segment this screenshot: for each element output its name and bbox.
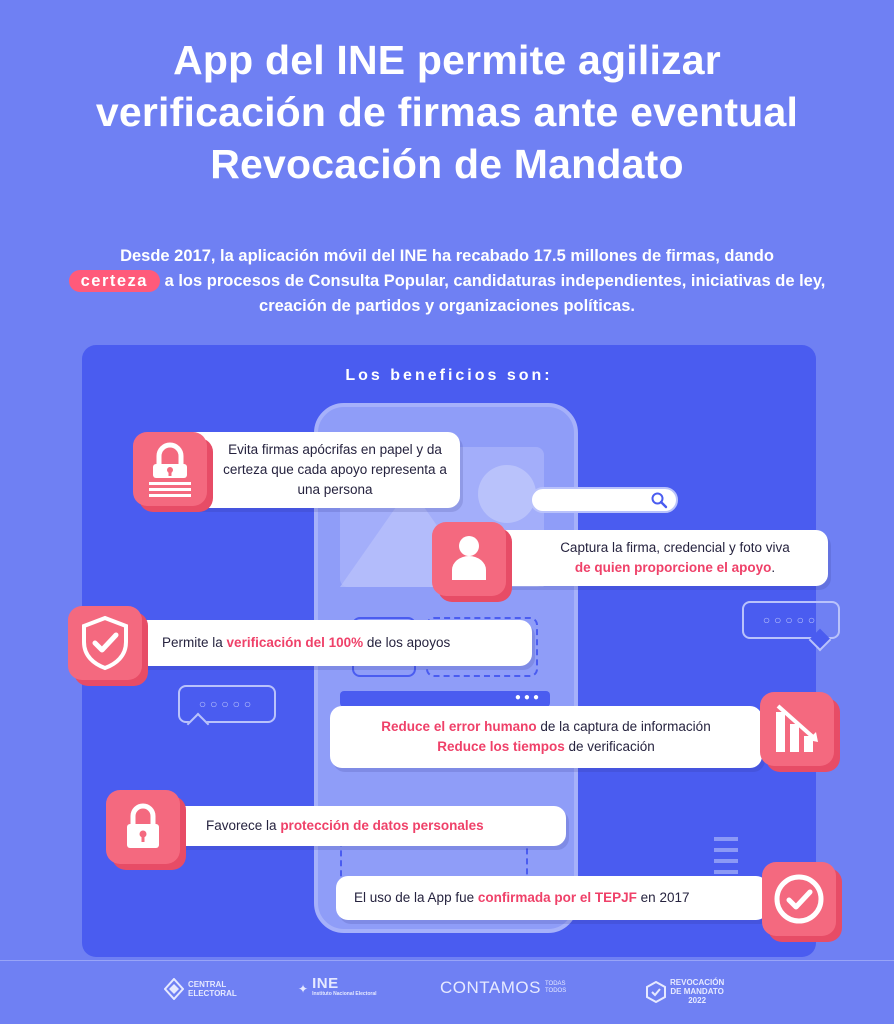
chart-down-icon [760,692,834,766]
page-title [0,34,894,190]
benefit-emphasis: de quien proporcione el apoyo [574,560,772,575]
bubble-dots: ○○○○○ [198,697,256,711]
star-logo-icon: ✦ [298,982,309,996]
benefit-text: Permite la [162,635,223,650]
benefit-text: Evita firmas apócrifas en papel y da certeza que cada apoyo representa a una persona [223,442,447,497]
chat-bubble-icon [742,601,840,639]
logo-central-electoral [164,978,237,1000]
benefit-text-end: de los apoyos [366,635,451,650]
benefit-text-end: . [771,560,776,575]
logo-text: DE MANDATO [670,987,724,996]
benefit-card-data-protection [156,806,566,846]
shield-check-icon [68,606,142,680]
logo-contamos [440,978,569,998]
benefit-card-verification [124,620,532,666]
footer-divider [0,960,894,961]
hexagon-logo-icon [646,981,666,1003]
logo-text: CONTAMOS [440,978,541,997]
intro-text-1: Desde 2017, la aplicación móvil del INE ha recabado 17.5 millones de firmas, dando [120,247,774,265]
padlock-icon [133,432,207,506]
benefit-card-reduce [330,706,762,768]
diamond-logo-icon [164,978,184,1000]
benefit-text: El uso de la App fue [354,890,475,905]
title-line-2: verificación de firmas ante eventual [95,89,799,135]
benefit-card-tepjf [336,876,768,920]
logo-text: ELECTORAL [188,989,237,998]
benefit-card-signatures [168,432,460,508]
check-circle-icon [762,862,836,936]
logo-ine [298,975,377,1000]
benefit-emphasis: protección de datos personales [280,818,484,833]
logo-text: 2022 [688,996,707,1005]
phone-bar [340,691,550,707]
logo-revocacion [646,978,724,1005]
logo-subtext: Instituto Nacional Electoral [312,991,377,997]
benefit-emphasis: Reduce el error humano [381,719,537,734]
benefit-emphasis: verificación del 100% [226,635,364,650]
benefit-text: de la captura de información [536,719,711,734]
image-sun [478,465,536,523]
logo-text: INE [312,975,339,992]
benefit-emphasis: confirmada por el TEPJF [477,890,637,905]
title-line-1: App del INE permite agilizar [173,37,721,83]
logo-text: CENTRAL [188,980,227,989]
intro-paragraph [60,244,834,319]
person-icon [432,522,506,596]
intro-highlight: certeza [69,270,160,292]
logo-subtext: TODAS TODOS [544,981,567,994]
benefit-text: Favorece la [206,818,277,833]
padlock-icon [106,790,180,864]
title-line-3: Revocación de Mandato [210,141,684,187]
benefit-text: Captura la firma, credencial y foto viva [560,540,790,555]
benefit-text-end: en 2017 [640,890,690,905]
intro-text-2: a los procesos de Consulta Popular, candidaturas independientes, iniciativas de ley, creación de partidos y organizaciones políticas. [164,272,826,315]
chat-bubble-icon [178,685,276,723]
benefit-card-capture [470,530,828,586]
bubble-dots: ○○○○○ [762,613,820,627]
dots-icon: ●●● [514,692,542,703]
benefit-text: de verificación [564,739,655,754]
benefit-emphasis: Reduce los tiempos [437,739,565,754]
search-bar [530,487,678,513]
benefits-title: Los beneficios son: [345,367,553,384]
search-icon [650,491,668,509]
logo-text: REVOCACIÓN [670,978,725,987]
